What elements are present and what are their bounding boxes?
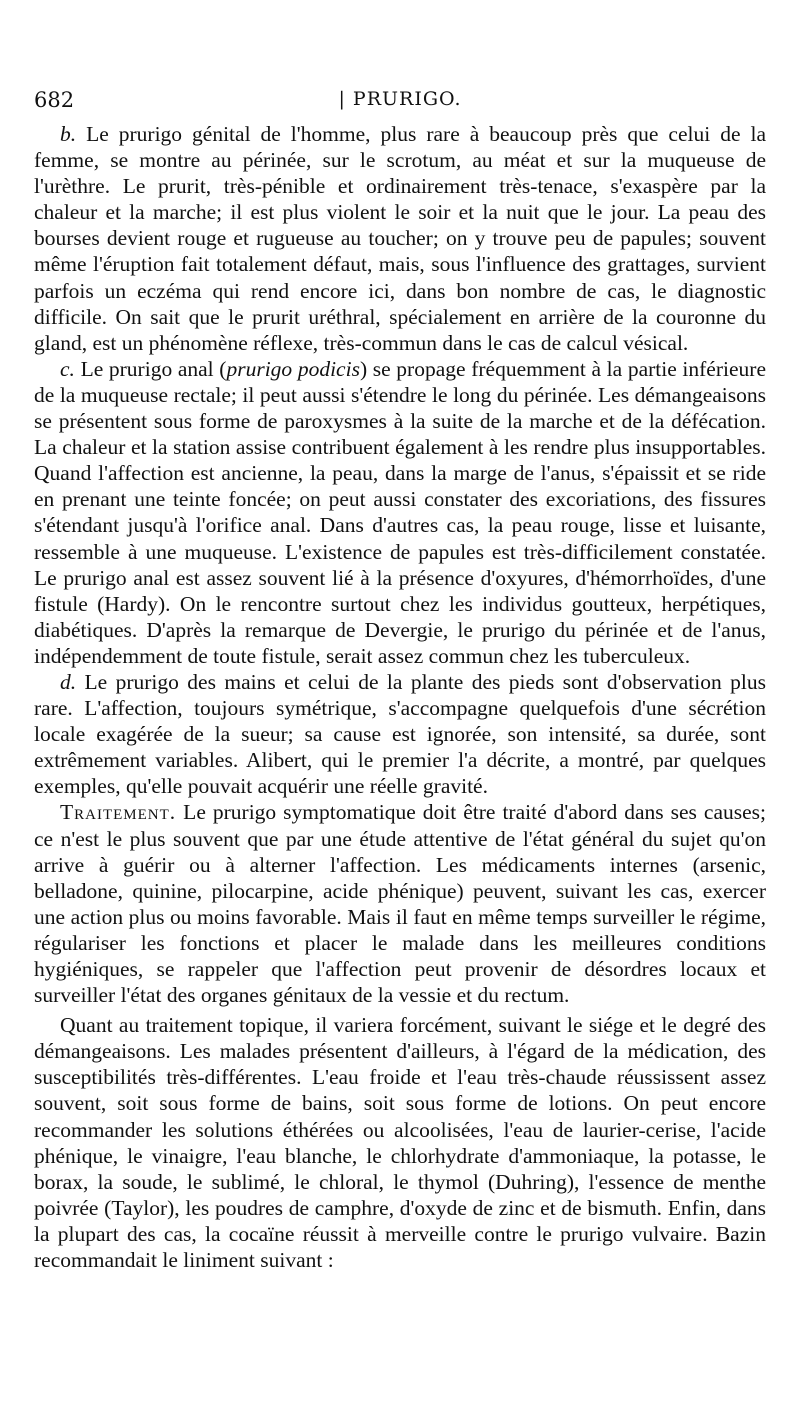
paragraph-marker: c. — [60, 356, 75, 381]
paragraph-c — [34, 356, 766, 669]
body-text — [34, 121, 766, 1273]
paragraph-traitement — [34, 799, 766, 1008]
paragraph-marker: d. — [60, 669, 77, 694]
paragraph-d — [34, 669, 766, 799]
paragraph-text: Le prurigo symptomatique doit être traité d'abord dans ses causes; ce n'est le plus souvent que par une étude attentive de l'état général du sujet qu'on arrive à guérir ou à alterner l'affection. Les médicaments internes (arsenic, belladone, quinine, pilocarpine, acide phénique) peuvent, suivant les cas, exercer une action plus ou moins favorable. Mais il faut en même temps surveiller le régime, régulariser les fonctions et placer le malade dans les meilleures conditions hygiéniques, se rappeler que l'affection peut provenir de désordres locaux et surveiller l'état des organes génitaux de la vessie et du rectum. — [34, 800, 766, 1008]
paragraph-b — [34, 121, 766, 356]
page-number: 682 — [34, 88, 75, 112]
section-heading: Traitement. — [60, 800, 177, 825]
paragraph-text: Le prurigo génital de l'homme, plus rare à beaucoup près que celui de la femme, se montre au périnée, sur le scrotum, au méat et sur la muqueuse de l'urèthre. Le prurit, très-pénible et ordinairement très-tenace, s'exaspère par la chaleur et la marche; il est plus violent le soir et la nuit que le jour. La peau des bourses devient rouge et rugueuse au toucher; on y trouve peu de papules; souvent même l'éruption fait totalement défaut, mais, sous l'influence des grattages, survient parfois un eczéma qui rend encore ici, dans bon nombre de cas, le diagnostic difficile. On sait que le prurit uréthral, spécialement en arrière de la couronne du gland, est un phénomène réflexe, très-commun dans le cas de calcul vésical. — [34, 122, 766, 355]
paragraph-topique — [34, 1012, 766, 1273]
latin-term: prurigo podicis — [226, 356, 360, 381]
running-title: | PRURIGO. — [338, 88, 462, 110]
page-header — [34, 88, 766, 116]
paragraph-text: ) se propage fréquemment à la partie inférieure de la muqueuse rectale; il peut aussi s'étendre le long du périnée. Les démangeaisons se présentent sous forme de paroxysmes à la suite de la marche et de la défécation. La chaleur et la station assise contribuent également à les rendre plus insupportables. Quand l'affection est ancienne, la peau, dans la marge de l'anus, s'épaissit et se ride en prenant une teinte foncée; on peut aussi constater des excoriations, des fissures s'étendant jusqu'à l'orifice anal. Dans d'autres cas, la peau rouge, lisse et luisante, ressemble à une muqueuse. L'existence de papules est très-difficilement constatée. Le prurigo anal est assez souvent lié à la présence d'oxyures, d'hémorrhoïdes, d'une fistule (Hardy). On le rencontre surtout chez les individus goutteux, herpétiques, diabétiques. D'après la remarque de Devergie, le prurigo du périnée et de l'anus, indépendemment de toute fistule, serait assez commun chez les tuberculeux. — [34, 356, 766, 668]
paragraph-text: Le prurigo des mains et celui de la plante des pieds sont d'observation plus rare. L'affection, toujours symétrique, s'accompagne quelquefois d'une sécrétion locale exagérée de la sueur; sa cause est ignorée, son intensité, sa durée, sont extrêmement variables. Alibert, qui le premier l'a décrite, a montré, par quelques exemples, qu'elle pouvait acquérir une réelle gravité. — [34, 669, 766, 799]
paragraph-marker: b. — [60, 122, 77, 146]
paragraph-text: Quant au traitement topique, il variera forcément, suivant le siége et le degré des démangeaisons. Les malades présentent d'ailleurs, à l'égard de la médication, des susceptibilités très-différentes. L'eau froide et l'eau très-chaude réussissent assez souvent, soit sous forme de bains, soit sous forme de lotions. On peut encore recommander les solutions éthérées ou alcoolisées, l'eau de laurier-cerise, l'acide phénique, le vinaigre, l'eau blanche, le chlorhydrate d'ammoniaque, la potasse, le borax, la soude, le sublimé, le chloral, le thymol (Duhring), l'essence de menthe poivrée (Taylor), les poudres de camphre, d'oxyde de zinc et de bismuth. Enfin, dans la plupart des cas, la cocaïne réussit à merveille contre le prurigo vulvaire. Bazin recommandait le liniment suivant : — [34, 1013, 766, 1273]
paragraph-text: Le prurigo anal ( — [74, 356, 227, 381]
